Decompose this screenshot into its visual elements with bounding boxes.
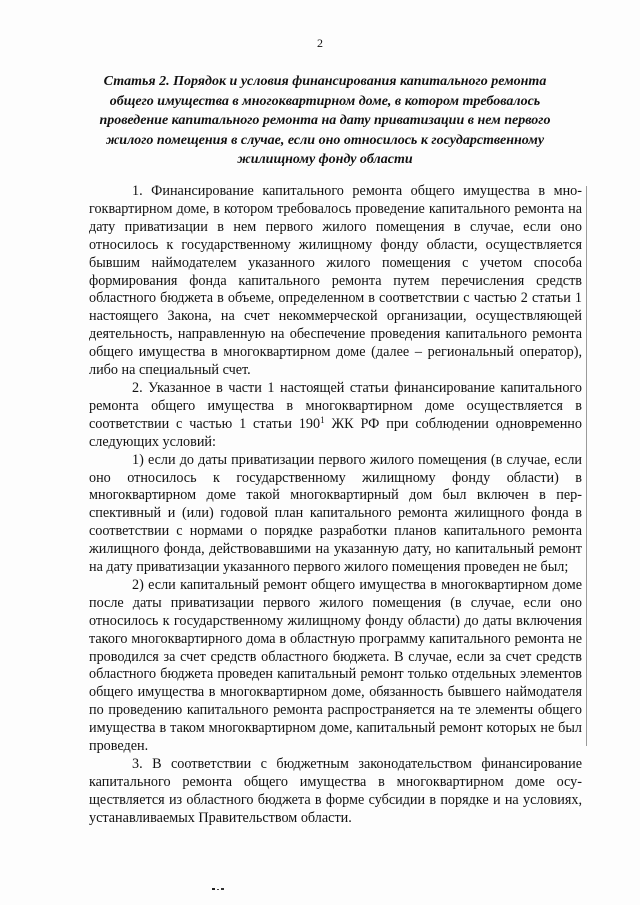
- article-superscript: 1: [320, 414, 325, 425]
- paragraph-2-text-end: ЖК РФ при соблюдении одновременно следующих условий:: [89, 415, 582, 450]
- page-number: 2: [317, 36, 323, 50]
- paragraph-condition-2: 2) если капитальный ремонт общего имущества в многоквартирном доме после даты приватизации первого жилого помещения (в случае, если оно относилось к государственному жилищному фонду области) до даты включения такого многоквартирного дома в областную программу капитального ремонта не проводился за счет средств областного бюджета. В случае, если за счет средств областного бюджета проведен капитальный ремонт только отдельных элементов общего имущества в многоквартирном доме, обязанность бывшего наймодателя по проведению капитального ремонта распространяется на те элементы общего имущества в таком многоквартирном доме, капитальный ремонт которых не был проведен.: [89, 576, 582, 755]
- scan-edge-line: [586, 186, 587, 746]
- article-body: [89, 183, 582, 828]
- paragraph-3: 3. В соответствии с бюджетным законодательством финансирование капитального ремонта общего имущества в многоквартирном доме осуществляется из областного бюджета в форме субсидии в порядке и на условиях, устанавливаемых Правительством области.: [89, 756, 582, 826]
- paragraph-2-text: 2. Указанное в части 1 настоящей статьи финансирование капитального ремонта общего имущества в многоквартирном доме осуществляется в соответствии с частью 1 статьи 190: [89, 379, 582, 432]
- paragraph-condition-1: 1) если до даты приватизации первого жилого помещения (в случае, если оно относилось к государственному жилищному фонду области) в многоквартирном доме такой многоквартирный дом был включен в перспективный и (или) годовой план капитального ремонта жилищного фонда в соответствии с нормами о порядке разработки планов капитального ремонта жилищного фонда, действовавшими на указанную дату, но капитальный ремонт на дату приватизации указанного первого жилого помещения проведен не был;: [89, 451, 582, 576]
- paragraph-2: [89, 380, 582, 452]
- article-title: Статья 2. Порядок и условия финансирования капитального ремонта общего имущества в многоквартирном доме, в котором требовалось проведение капитального ремонта на дату приватизации в нем первого жилого помещения в случае, если оно относилось к государственному жилищному фонду области: [99, 74, 551, 167]
- scan-mark-icon: [212, 887, 226, 891]
- paragraph-1: 1. Финансирование капитального ремонта общего имущества в многоквартирном доме, в котором требовалось проведение капитального ремонта на дату приватизации в нем первого жилого помещения в случае, если оно относилось к государственному жилищному фонду области, осуществляется бывшим наймодателем указанного жилого помещения с учетом способа формирования фонда капитального ремонта путем перечисления средств областного бюджета в объеме, определенном в соответствии с частью 2 статьи 1 настоящего Закона, на счет некоммерческой организации, осуществляющей деятельность, направленную на обеспечение проведения капитального ремонта общего имущества в многоквартирном доме (далее – региональный оператор), либо на специальный счет.: [89, 183, 582, 379]
